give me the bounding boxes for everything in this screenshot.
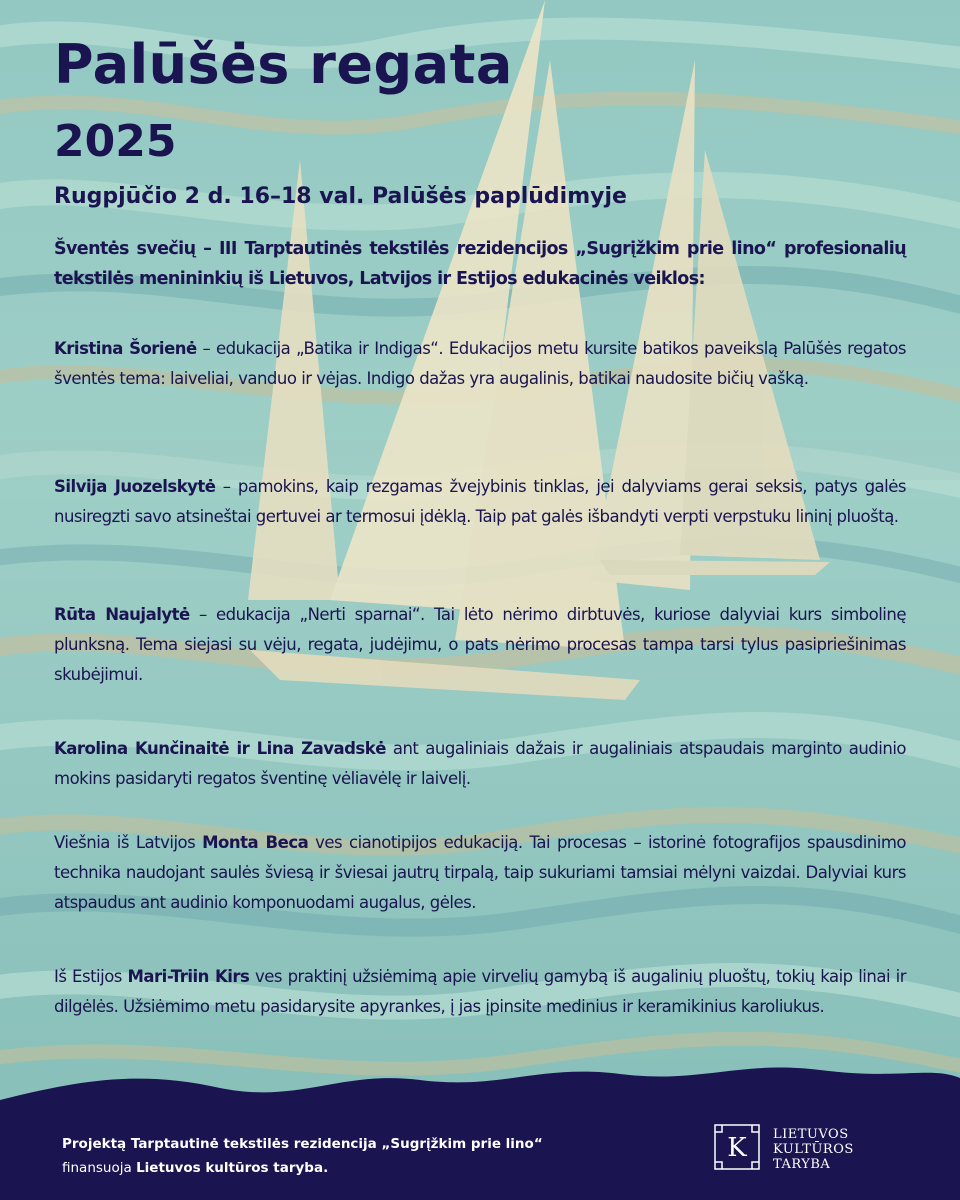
funder-name: Lietuvos kultūros taryba. — [136, 1160, 329, 1176]
artist-name: Mari-Triin Kirs — [127, 967, 250, 986]
activity-paragraph — [54, 600, 906, 690]
logo-word: KULTŪROS — [773, 1142, 854, 1157]
funding-line-2 — [62, 1156, 543, 1180]
funding-credit — [62, 1132, 543, 1180]
activity-description: ant augaliniais dažais ir augaliniais atspaudais marginto audinio mokins pasidaryti regatos šventinę vėliavėlę ir laivelį. — [54, 739, 907, 788]
funding-line-1: Projektą Tarptautinė tekstilės rezidencija „Sugrįžkim prie lino“ — [62, 1136, 543, 1152]
activity-description: – edukacija „Batika ir Indigas“. Edukacijos metu kursite batikos paveikslą Palūšės regatos šventės tema: laiveliai, vanduo ir vėjas. Indigo dažas yra augalinis, batikai naudosite bičių vašką. — [54, 339, 906, 388]
activity-description: ves praktinį užsiėmimą apie virvelių gamybą iš augalinių pluoštų, tokių kaip linai ir dilgėlės. Užsiėmimo metu pasidarysite apyrankes, į jas įpinsite medinius ir keramikinius karoliukus. — [54, 967, 906, 1016]
artist-name: Silvija Juozelskytė — [54, 477, 216, 496]
event-year: 2025 — [54, 116, 177, 167]
intro-paragraph: Šventės svečių – III Tarptautinės tekstilės rezidencijos „Sugrįžkim prie lino“ profesionalių tekstilės menininkių iš Lietuvos, Latvijos ir Estijos edukacinės veiklos: — [54, 239, 906, 289]
logo-letter: K — [727, 1133, 747, 1163]
funding-prefix: finansuoja — [62, 1160, 137, 1176]
activity-description: ves cianotipijos edukaciją. Tai procesas – istorinė fotografijos spausdinimo technika naudojant saulės šviesą ir šviesai jautrų tirpalą, taip sukuriami tamsiai mėlyni vaizdai. Dalyviai kurs atspaudus ant audinio komponuodami augalus, gėles. — [54, 833, 906, 912]
logo-word: LIETUVOS — [773, 1127, 849, 1142]
event-date-location: Rugpjūčio 2 d. 16–18 val. Palūšės paplūdimyje — [54, 184, 627, 209]
activity-description: – edukacija „Nerti sparnai“. Tai lėto nėrimo dirbtuvės, kuriose dalyviai kurs simbolinę plunksną. Tema siejasi su vėju, regata, judėjimu, o pats nėrimo procesas tampa tarsi tylus pasipriešinimas skubėjimui. — [54, 605, 906, 684]
activity-paragraph — [54, 472, 906, 532]
artist-name: Rūta Naujalytė — [54, 605, 190, 624]
lkt-logo-icon — [714, 1124, 760, 1170]
event-title: Palūšės regata — [54, 33, 513, 96]
artist-name: Kristina Šorienė — [54, 339, 197, 358]
activity-paragraph — [54, 962, 906, 1022]
activity-paragraph — [54, 828, 906, 918]
activity-lead: Iš Estijos — [54, 967, 128, 986]
activity-lead: Viešnia iš Latvijos — [54, 833, 203, 852]
logo-word: TARYBA — [773, 1157, 831, 1172]
activity-paragraph — [54, 334, 906, 394]
activity-paragraph — [54, 734, 906, 794]
artist-name: Monta Beca — [202, 833, 309, 852]
activity-description: – pamokins, kaip rezgamas žvejybinis tinklas, jei dalyviams gerai seksis, patys galės nusiregzti savo atsineštai gertuvei ar termosui įdėklą. Taip pat galės išbandyti verpti verpstuku lininį pluoštą. — [54, 477, 906, 526]
artist-name: Karolina Kunčinaitė ir Lina Zavadskė — [54, 739, 386, 758]
lkt-logo-wordmark — [773, 1127, 854, 1172]
